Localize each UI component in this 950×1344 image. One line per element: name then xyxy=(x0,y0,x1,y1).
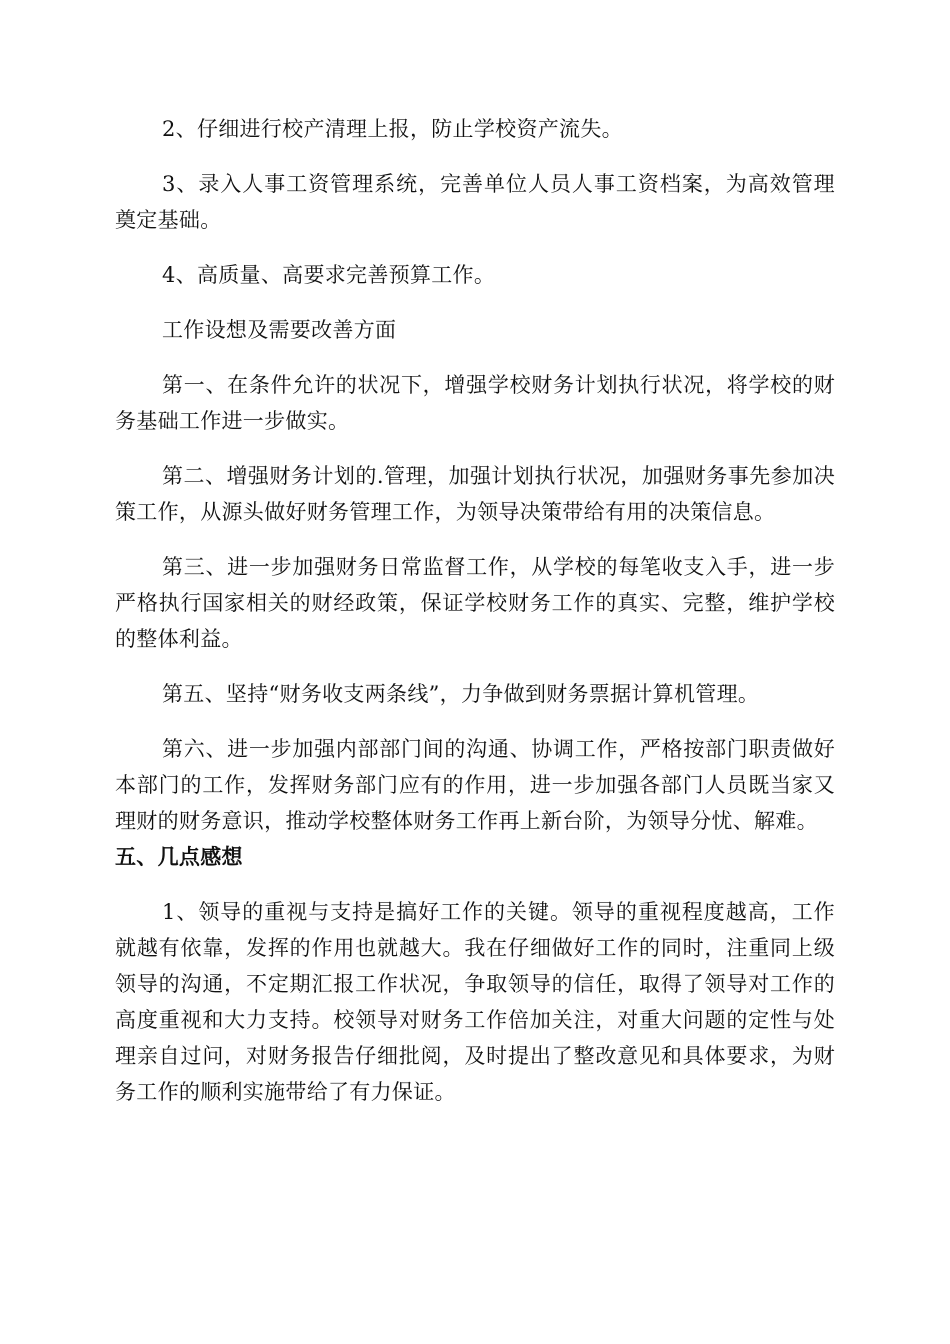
paragraph-sixth-point: 第六、进一步加强内部部门间的沟通、协调工作，严格按部门职责做好本部门的工作，发挥财务部门应有的作用，进一步加强各部门人员既当家又理财的财务意识，推动学校整体财务工作再上新台阶，为领导分忧、解难。 xyxy=(115,737,835,833)
paragraph-work-plans-title: 工作设想及需要改善方面 xyxy=(162,318,397,342)
paragraph-asset-cleanup: 2、仔细进行校产清理上报，防止学校资产流失。 xyxy=(162,117,623,141)
paragraph-third-point: 第三、进一步加强财务日常监督工作，从学校的每笔收支入手，进一步严格执行国家相关的财经政策，保证学校财务工作的真实、完整，维护学校的整体利益。 xyxy=(115,555,835,651)
paragraph-payroll-system: 3、录入人事工资管理系统，完善单位人员人事工资档案，为高效管理奠定基础。 xyxy=(115,172,835,232)
paragraph-second-point: 第二、增强财务计划的.管理，加强计划执行状况，加强财务事先参加决策工作，从源头做好财务管理工作，为领导决策带给有用的决策信息。 xyxy=(115,464,835,524)
document-page xyxy=(115,111,835,1110)
paragraph-fifth-point: 第五、坚持“财务收支两条线”，力争做到财务票据计算机管理。 xyxy=(162,682,760,706)
paragraph-budget-work: 4、高质量、高要求完善预算工作。 xyxy=(162,263,496,287)
paragraph-leadership-support: 1、领导的重视与支持是搞好工作的关键。领导的重视程度越高，工作就越有依靠，发挥的作用也就越大。我在仔细做好工作的同时，注重同上级领导的沟通，不定期汇报工作状况，争取领导的信任，取得了领导对工作的高度重视和大力支持。校领导对财务工作倍加关注，对重大问题的定性与处理亲自过问，对财务报告仔细批阅，及时提出了整改意见和具体要求，为财务工作的顺利实施带给了有力保证。 xyxy=(115,900,835,1104)
section-heading: 五、几点感想 xyxy=(115,844,243,869)
paragraph-first-point: 第一、在条件允许的状况下，增强学校财务计划执行状况，将学校的财务基础工作进一步做实。 xyxy=(115,373,835,433)
